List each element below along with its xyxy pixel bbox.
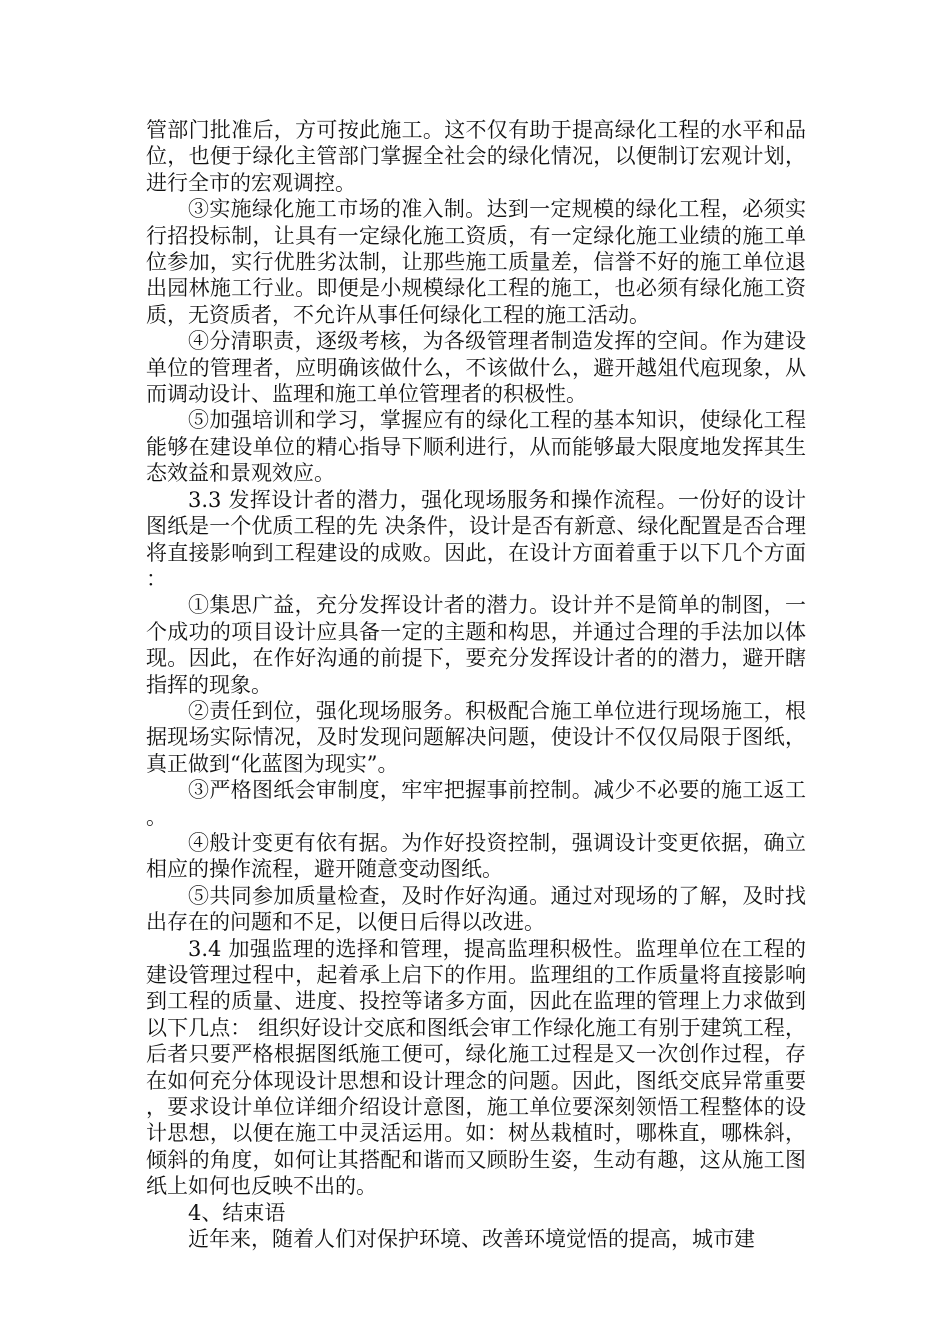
- paragraph-quality-inspection: ⑤共同参加质量检查，及时作好沟通。通过对现场的了解，及时找出存在的问题和不足，以便日后得以改进。: [146, 883, 806, 935]
- section-3-3-heading-paragraph: 3.3 发挥设计者的潜力，强化现场服务和操作流程。一份好的设计图纸是一个优质工程的先 决条件，设计是否有新意、绿化配置是否合理将直接影响到工程建设的成败。因此，在设计方面着重于以下几个方面：: [146, 487, 806, 591]
- paragraph-design-changes: ④般计变更有依有据。为作好投资控制，强调设计变更依据，确立相应的操作流程，避开随意变动图纸。: [146, 830, 806, 882]
- paragraph-training-and-learning: ⑤加强培训和学习，掌握应有的绿化工程的基本知识，使绿化工程能够在建设单位的精心指导下顺利进行，从而能够最大限度地发挥其生态效益和景观效应。: [146, 408, 806, 486]
- paragraph-clarify-responsibilities: ④分清职责，逐级考核，为各级管理者制造发挥的空间。作为建设单位的管理者，应明确该做什么，不该做什么，避开越俎代庖现象，从而调动设计、监理和施工单位管理者的积极性。: [146, 329, 806, 407]
- section-4-heading: 4、结束语: [188, 1200, 286, 1225]
- paragraph-market-access-system: ③实施绿化施工市场的准入制。达到一定规模的绿化工程，必须实行招投标制，让具有一定绿化施工资质，有一定绿化施工业绩的施工单位参加，实行优胜劣汰制，让那些施工质量差，信誉不好的施工单位退出园林施工行业。即便是小规模绿化工程的施工，也必须有绿化施工资质，无资质者，不允许从事任何绿化工程的施工活动。: [146, 197, 806, 327]
- paragraph-designer-potential: ①集思广益，充分发挥设计者的潜力。设计并不是简单的制图，一个成功的项目设计应具备一定的主题和构思，并通过合理的手法加以体现。因此，在作好沟通的前提下，要充分发挥设计者的的潜力，避开瞎指挥的现象。: [146, 593, 806, 697]
- section-3-4-heading-paragraph: 3.4 加强监理的选择和管理，提高监理积极性。监理单位在工程的建设管理过程中，起着承上启下的作用。监理组的工作质量将直接影响到工程的质量、进度、投控等诸多方面，因此在监理的管理上力求做到以下几点： 组织好设计交底和图纸会审工作绿化施工有别于建筑工程，后者只要严格根据图纸施工便可，绿化施工过程是又一次创作过程，存在如何充分体现设计思想和设计理念的问题。因此，图纸交底异常重要，要求设计单位详细介绍设计意图，施工单位要深刻领悟工程整体的设计思想，以便在施工中灵活运用。如：树丛栽植时，哪株直，哪株斜，倾斜的角度，如何让其搭配和谐而又顾盼生姿，生动有趣，这从施工图纸上如何也反映不出的。: [146, 936, 806, 1199]
- paragraph-on-site-service: ②责任到位，强化现场服务。积极配合施工单位进行现场施工，根据现场实际情况，及时发现问题解决问题，使设计不仅仅局限于图纸，真正做到“化蓝图为现实”。: [146, 698, 806, 776]
- paragraph-approval-macro-control: 管部门批准后，方可按此施工。这不仅有助于提高绿化工程的水平和品位，也便于绿化主管部门掌握全社会的绿化情况，以便制订宏观计划，进行全市的宏观调控。: [146, 118, 806, 195]
- paragraph-conclusion-start: 近年来，随着人们对保护环境、改善环境觉悟的提高，城市建: [188, 1227, 755, 1252]
- document-page: [146, 117, 806, 1252]
- paragraph-drawing-review: ③严格图纸会审制度，牢牢把握事前控制。减少不必要的施工返工。: [146, 778, 806, 829]
